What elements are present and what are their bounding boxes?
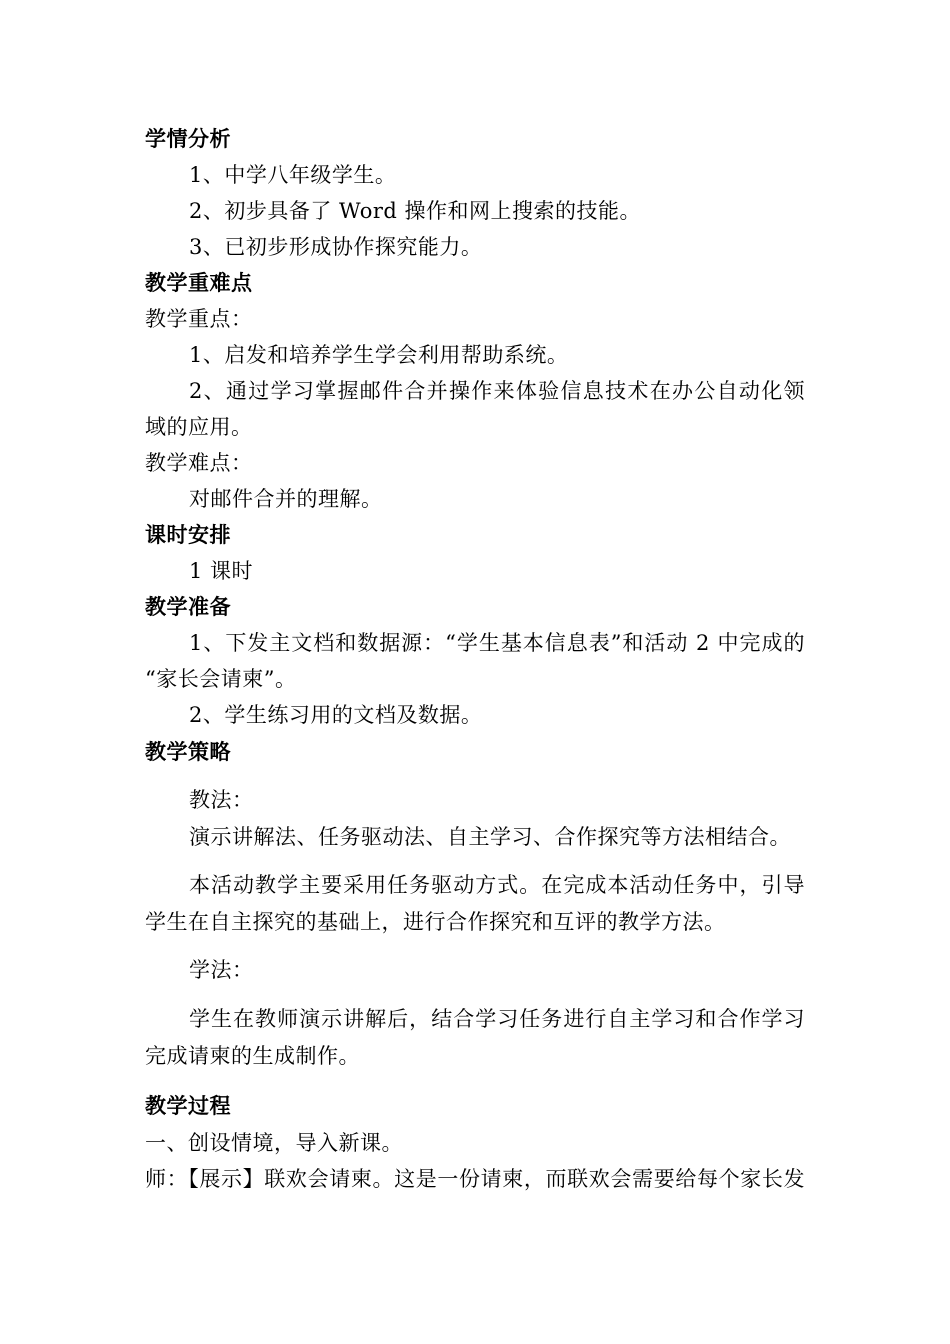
teach-para-line-2: 学生在自主探究的基础上，进行合作探究和互评的教学方法。 (145, 910, 726, 934)
focus-label: 教学重点： (145, 307, 253, 331)
section-heading-strategy: 教学策略 (145, 740, 231, 764)
focus-item-2: 2、通过学习掌握邮件合并操作来体验信息技术在办公自动化领 (189, 379, 805, 403)
teach-methods: 演示讲解法、任务驱动法、自主学习、合作探究等方法相结合。 (189, 825, 791, 849)
process-teacher-line: 师：【展示】联欢会请柬。这是一份请柬，而联欢会需要给每个家长发 (145, 1167, 805, 1191)
analysis-item-3: 3、已初步形成协作探究能力。 (189, 235, 483, 259)
teach-label: 教法： (189, 788, 254, 812)
section-heading-key-points: 教学重难点 (145, 271, 253, 295)
section-heading-process: 教学过程 (145, 1094, 231, 1118)
schedule-value: 1 课时 (189, 559, 254, 583)
preparation-item-1-cont: “家长会请柬”。 (145, 667, 297, 691)
analysis-item-1: 1、中学八年级学生。 (189, 163, 397, 187)
preparation-item-1: 1、下发主文档和数据源：“学生基本信息表”和活动 2 中完成的 (189, 631, 805, 655)
analysis-item-2: 2、初步具备了 Word 操作和网上搜索的技能。 (189, 199, 641, 223)
section-heading-schedule: 课时安排 (145, 523, 231, 547)
section-heading-preparation: 教学准备 (145, 595, 231, 619)
learn-para-line-2: 完成请柬的生成制作。 (145, 1044, 360, 1068)
process-step-1: 一、创设情境，导入新课。 (145, 1131, 403, 1155)
learn-para-line-1: 学生在教师演示讲解后，结合学习任务进行自主学习和合作学习 (189, 1007, 805, 1031)
preparation-item-2: 2、学生练习用的文档及数据。 (189, 703, 483, 727)
focus-item-1: 1、启发和培养学生学会利用帮助系统。 (189, 343, 569, 367)
learn-label: 学法： (189, 958, 254, 982)
difficulty-label: 教学难点： (145, 451, 253, 475)
difficulty-item: 对邮件合并的理解。 (189, 487, 383, 511)
section-heading-analysis: 学情分析 (145, 127, 231, 151)
teach-para-line-1: 本活动教学主要采用任务驱动方式。在完成本活动任务中，引导 (189, 873, 805, 897)
focus-item-2-cont: 域的应用。 (145, 415, 253, 439)
